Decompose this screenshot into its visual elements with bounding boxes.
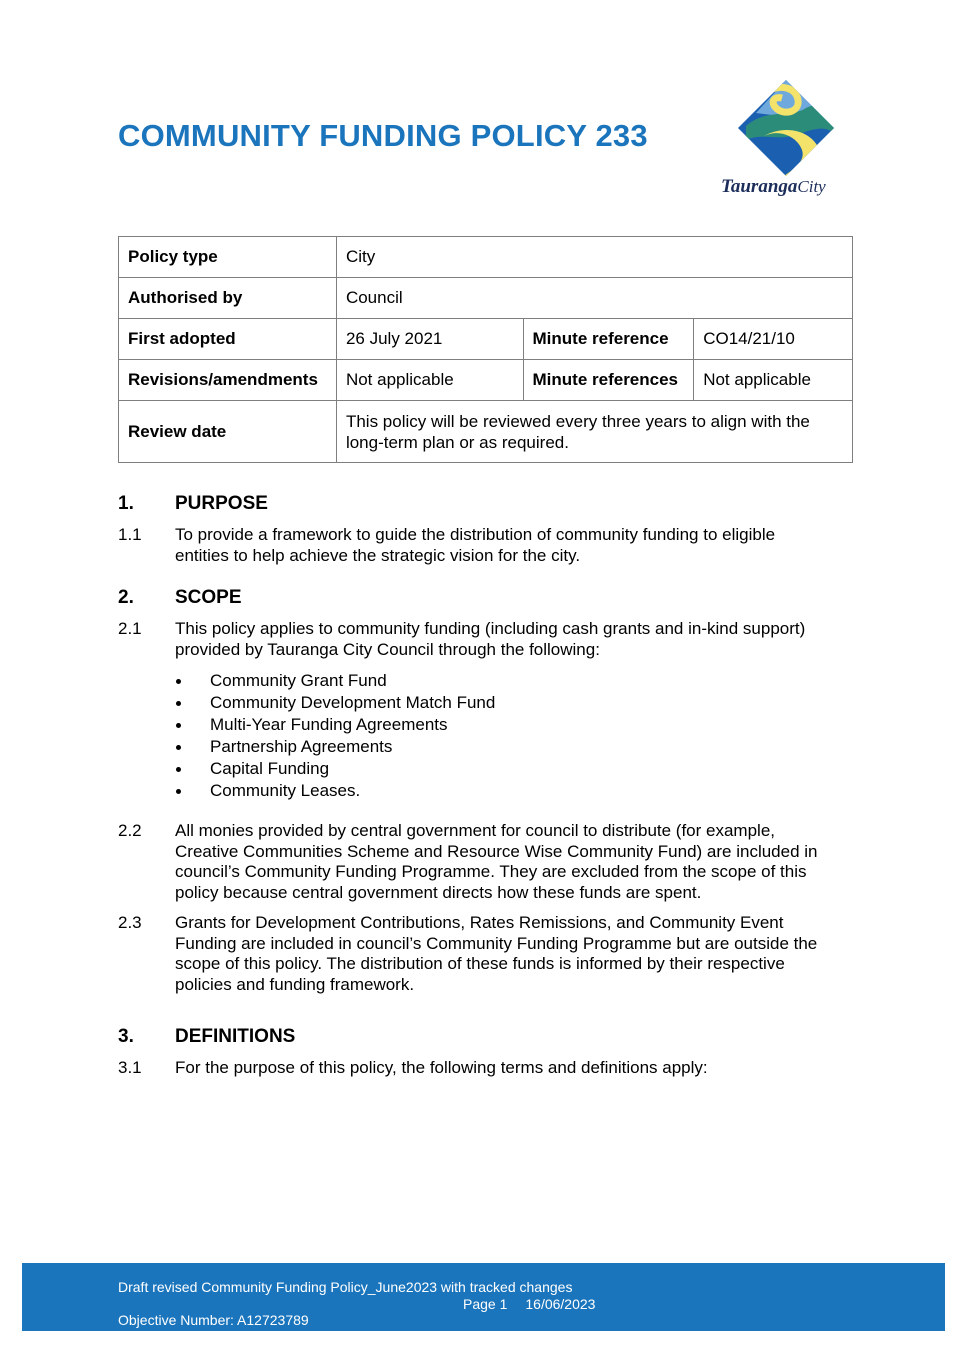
footer-date: 16/06/2023 [525,1296,596,1312]
paragraph-line: policies and funding framework. [175,974,415,994]
paragraph-line: Grants for Development Contributions, Rates Remissions, and Community Event [175,913,784,932]
footer-page-number: Page 1 [463,1296,508,1312]
section-number: 1. [118,493,134,514]
footer-objective-number: Objective Number: A12723789 [118,1312,309,1328]
page-footer [22,1263,945,1331]
tauranga-city-logo [718,78,858,200]
table-row [119,237,853,278]
review-date-value [336,401,852,463]
paragraph-number: 2.1 [118,619,142,638]
funding-list [174,670,495,802]
paragraph-line: Funding are included in council’s Community Funding Programme but are outside the [175,933,818,953]
revisions-label: Revisions/amendments [119,360,337,401]
minute-references-value: Not applicable [694,360,853,401]
paragraph-line: For the purpose of this policy, the following terms and definitions apply: [175,1058,708,1077]
bullet-icon [176,789,181,794]
bullet-icon [176,701,181,706]
authorised-by-value: Council [336,278,852,319]
paragraph-number: 1.1 [118,525,142,544]
section-title: SCOPE [175,587,242,608]
section-number: 3. [118,1026,134,1047]
paragraph-line: council’s Community Funding Programme. They are excluded from the scope of this [175,862,807,881]
paragraph-3-1 [118,1058,858,1079]
paragraph-number: 2.3 [118,913,142,932]
minute-reference-label: Minute reference [523,319,694,360]
authorised-by-label: Authorised by [119,278,337,319]
table-row [119,278,853,319]
paragraph-line: provided by Tauranga City Council through the following: [175,639,600,659]
bullet-icon [176,745,181,750]
bullet-icon [176,767,181,772]
logo-wordmark: TaurangaCity [721,176,826,197]
section-heading-definitions [118,1026,295,1048]
list-item: Partnership Agreements [174,736,495,758]
list-item: Community Leases. [174,780,495,802]
paragraph-line: This policy applies to community funding (including cash grants and in-kind support) [175,619,806,638]
bullet-icon [176,679,181,684]
list-item: Community Grant Fund [174,670,495,692]
list-item: Capital Funding [174,758,495,780]
revisions-value: Not applicable [336,360,523,401]
minute-reference-value: CO14/21/10 [694,319,853,360]
policy-type-label: Policy type [119,237,337,278]
paragraph-line: All monies provided by central government for council to distribute (for example, [175,821,776,840]
paragraph-2-2 [118,821,858,903]
policy-metadata-table [118,236,853,463]
list-item: Multi-Year Funding Agreements [174,714,495,736]
policy-type-value: City [336,237,852,278]
policy-title: COMMUNITY FUNDING POLICY 233 [118,118,648,153]
section-title: DEFINITIONS [175,1026,296,1047]
first-adopted-label: First adopted [119,319,337,360]
paragraph-line: policy because central government directs how these funds are spent. [175,882,702,902]
diamond-logo-icon [736,78,836,178]
review-date-label: Review date [119,401,337,463]
footer-document-name: Draft revised Community Funding Policy_June2023 with tracked changes [118,1279,573,1295]
paragraph-line: Creative Communities Scheme and Resource Wise Community Fund) are included in [175,841,818,861]
section-number: 2. [118,587,134,608]
table-row [119,401,853,463]
list-item: Community Development Match Fund [174,692,495,714]
section-heading-purpose [118,493,268,515]
paragraph-number: 2.2 [118,821,142,840]
paragraph-line: entities to help achieve the strategic vision for the city. [175,545,581,565]
table-row [119,360,853,401]
paragraph-number: 3.1 [118,1058,142,1077]
section-title: PURPOSE [175,493,268,514]
paragraph-2-3 [118,913,858,995]
paragraph-line: scope of this policy. The distribution of these funds is informed by their respective [175,954,785,973]
minute-references-label: Minute references [523,360,694,401]
first-adopted-value: 26 July 2021 [336,319,523,360]
table-row [119,319,853,360]
paragraph-line: To provide a framework to guide the distribution of community funding to eligible [175,525,776,544]
section-heading-scope [118,587,242,609]
footer-page-info [463,1296,595,1312]
paragraph-2-1 [118,619,858,660]
paragraph-1-1 [118,525,858,566]
review-date-line: This policy will be reviewed every three years to align with the [345,411,810,431]
bullet-icon [176,723,181,728]
review-date-line: long-term plan or as required. [345,432,569,452]
